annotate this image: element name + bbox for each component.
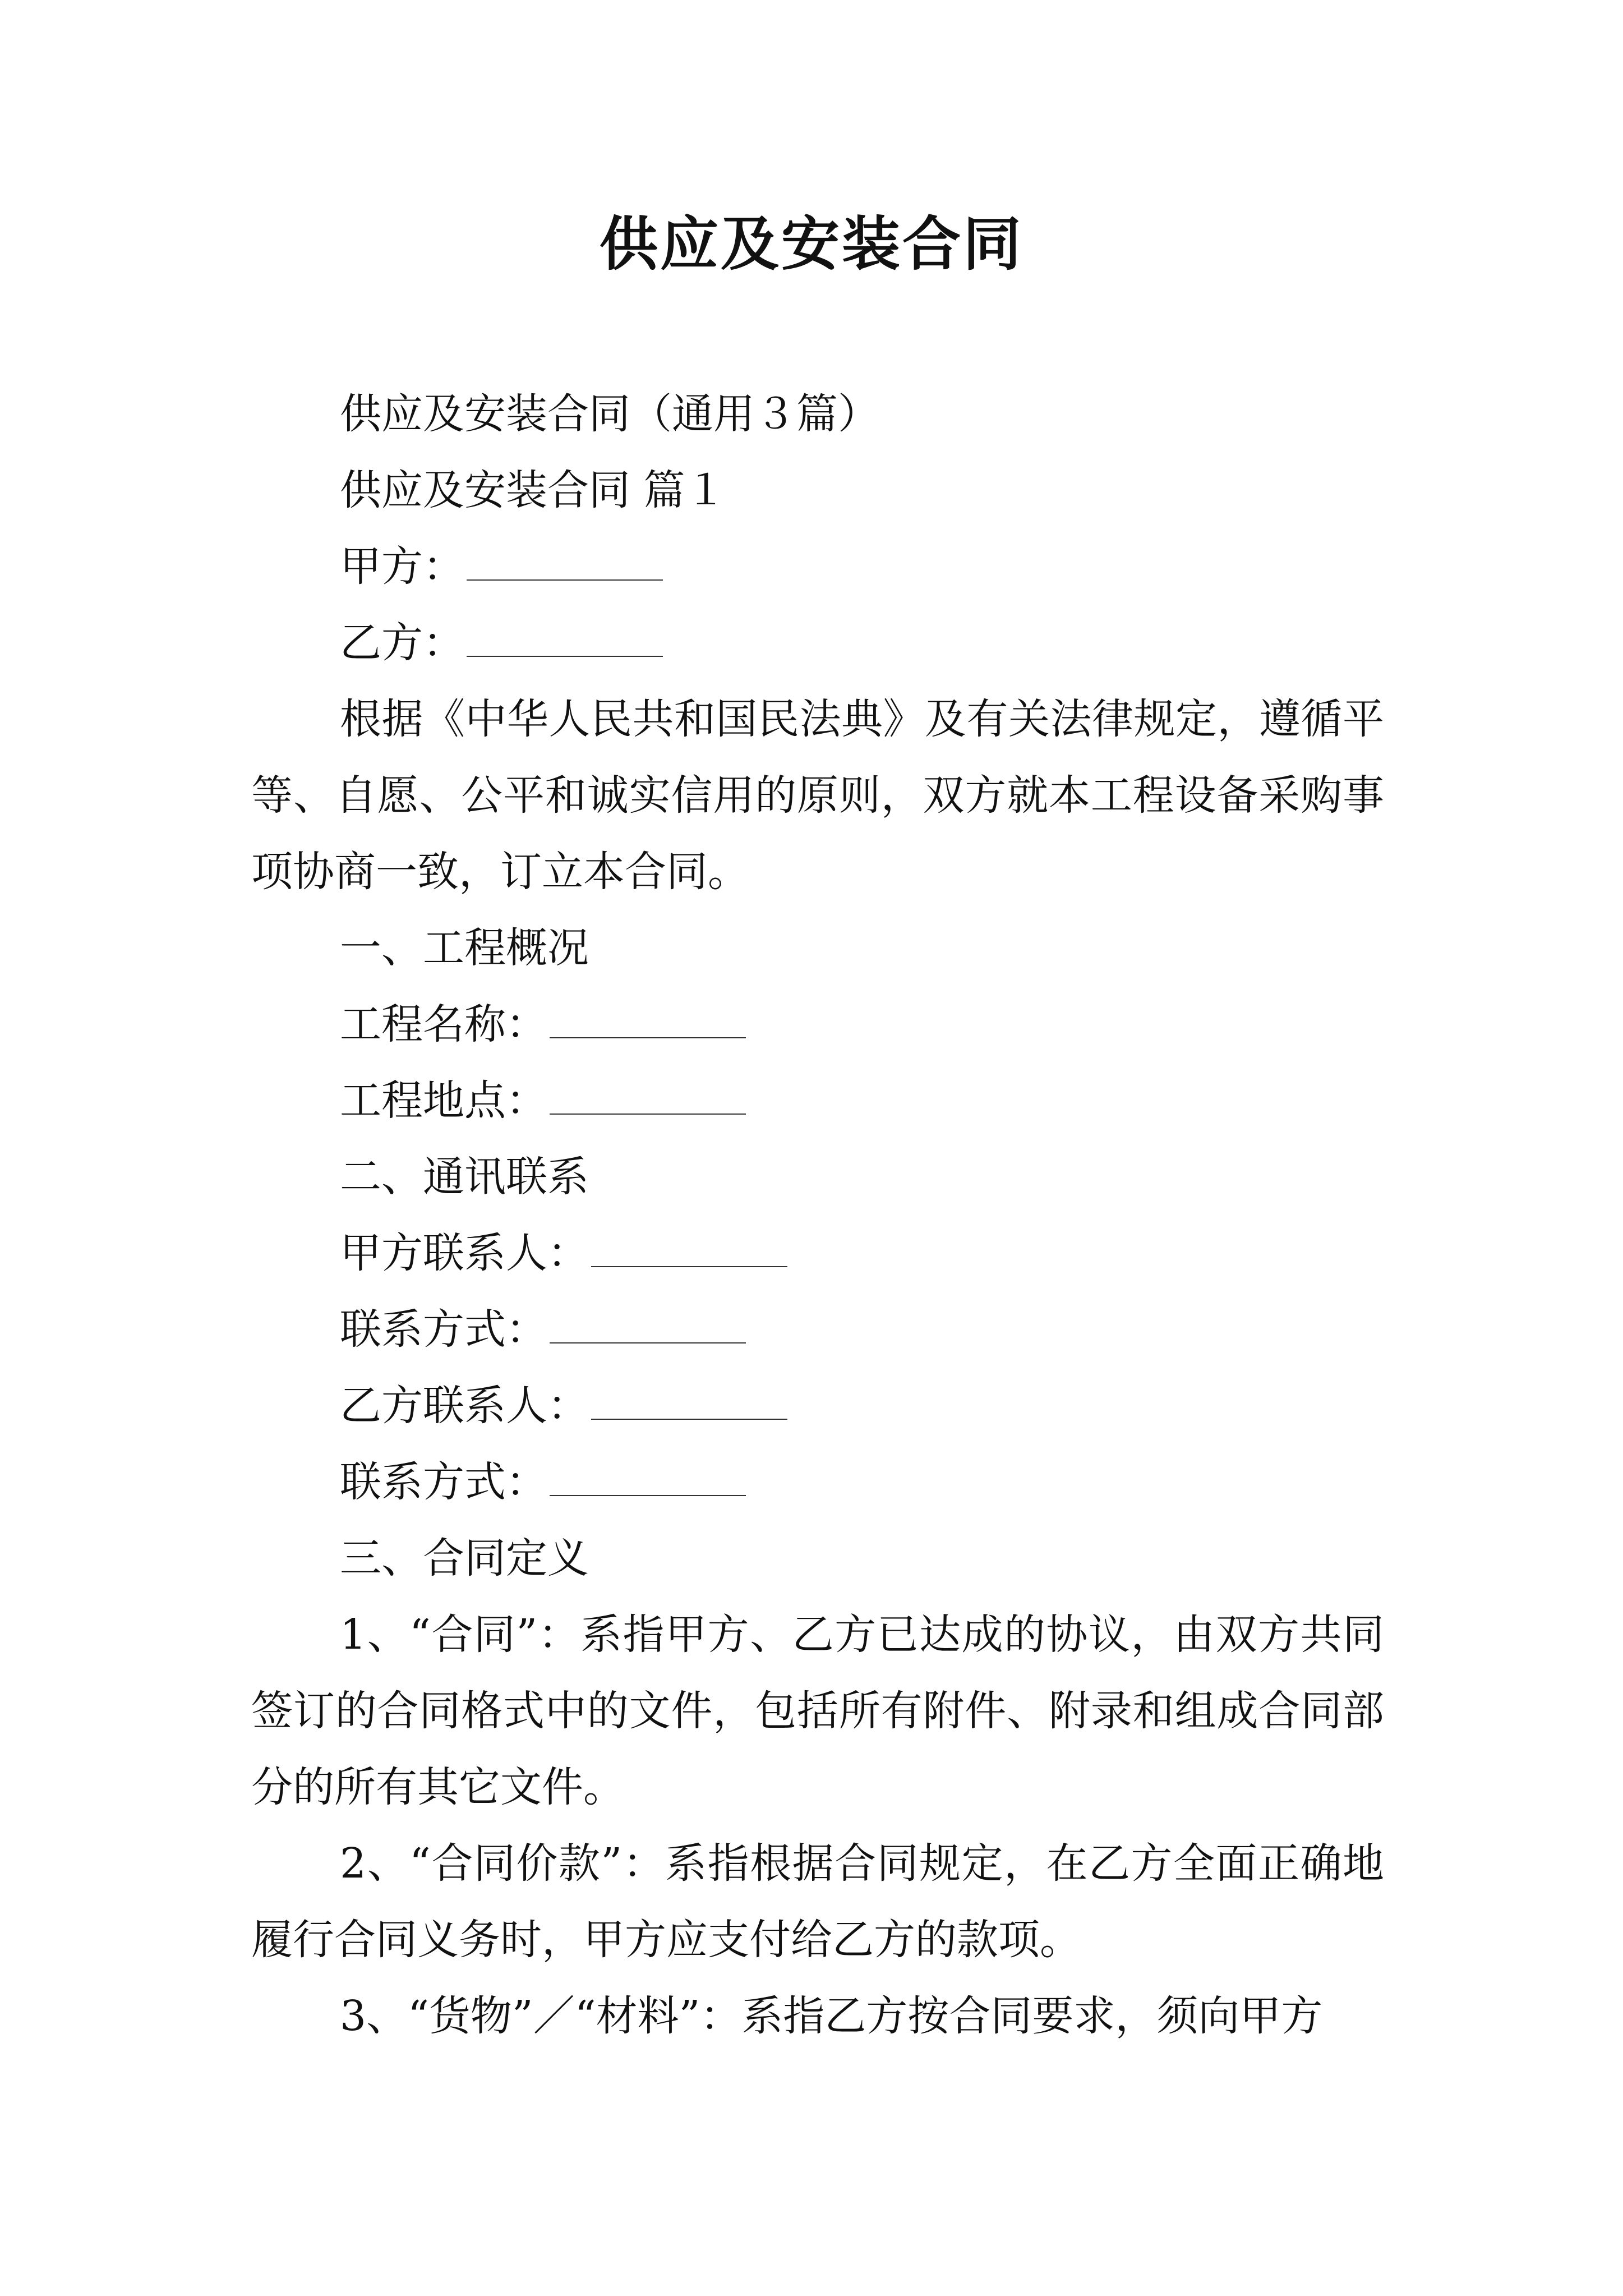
- doc-field-party-b: [251, 605, 1384, 681]
- fill-in-blank[interactable]: [550, 1000, 746, 1038]
- paragraph-text: 二、通讯联系: [340, 1153, 589, 1201]
- field-label: 工程地点：: [340, 1076, 547, 1125]
- doc-field-party-b-contact: [251, 1368, 1384, 1444]
- field-label: 乙方：: [340, 619, 464, 667]
- field-label: 联系方式：: [340, 1305, 547, 1354]
- fill-in-blank[interactable]: [467, 542, 663, 581]
- doc-field-project-location: [251, 1062, 1384, 1139]
- doc-definition-contract: [251, 1596, 1384, 1825]
- doc-field-project-name: [251, 986, 1384, 1062]
- doc-section-heading-1: [251, 910, 1384, 986]
- paragraph-text: 1、“合同”：系指甲方、乙方已达成的协议，由双方共同签订的合同格式中的文件，包括所有附件、附录和组成合同部分的所有其它文件。: [251, 1611, 1384, 1811]
- fill-in-blank[interactable]: [550, 1305, 746, 1343]
- doc-paragraph-part-heading: [251, 452, 1384, 528]
- paragraph-text: 根据《中华人民共和国民法典》及有关法律规定，遵循平等、自愿、公平和诚实信用的原则，双方就本工程设备采购事项协商一致，订立本合同。: [251, 695, 1384, 896]
- field-label: 工程名称：: [340, 1000, 547, 1048]
- fill-in-blank[interactable]: [591, 1229, 787, 1267]
- doc-section-heading-2: [251, 1139, 1384, 1215]
- fill-in-blank[interactable]: [550, 1076, 746, 1115]
- doc-field-party-b-phone: [251, 1444, 1384, 1520]
- paragraph-text: 三、合同定义: [340, 1534, 589, 1582]
- paragraph-text: 供应及安装合同 篇１: [340, 466, 727, 514]
- field-label: 甲方：: [340, 542, 464, 591]
- fill-in-blank[interactable]: [591, 1382, 787, 1420]
- paragraph-text: 供应及安装合同（通用３篇）: [340, 390, 879, 438]
- field-label: 甲方联系人：: [340, 1229, 589, 1277]
- doc-paragraph-preamble: [251, 681, 1384, 910]
- document-title: 供应及安装合同: [599, 210, 1023, 278]
- paragraph-text: 一、工程概况: [340, 924, 589, 972]
- fill-in-blank[interactable]: [550, 1458, 746, 1496]
- doc-field-party-a-phone: [251, 1291, 1384, 1368]
- document-body: [251, 376, 1384, 2054]
- doc-definition-contract-price: [251, 1825, 1384, 1978]
- field-label: 乙方联系人：: [340, 1382, 589, 1430]
- doc-definition-goods: [251, 1978, 1384, 2054]
- field-label: 联系方式：: [340, 1458, 547, 1506]
- doc-paragraph-collection-title: [251, 376, 1384, 452]
- doc-field-party-a-contact: [251, 1215, 1384, 1291]
- fill-in-blank[interactable]: [467, 619, 663, 657]
- doc-section-heading-3: [251, 1520, 1384, 1596]
- doc-field-party-a: [251, 528, 1384, 605]
- paragraph-text: 2、“合同价款”：系指根据合同规定，在乙方全面正确地履行合同义务时，甲方应支付给乙方的款项。: [251, 1839, 1384, 1964]
- paragraph-text: 3、“货物”／“材料”：系指乙方按合同要求，须向甲方: [340, 1992, 1323, 2040]
